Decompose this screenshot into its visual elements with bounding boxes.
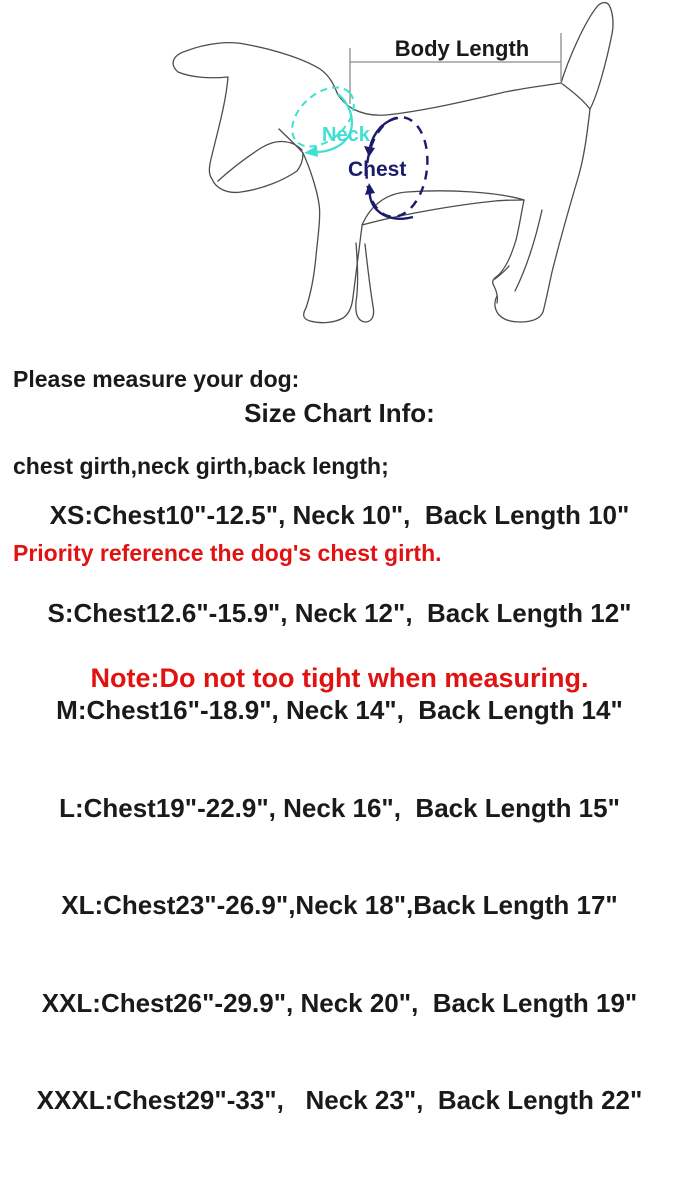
dog-hock-fold-path xyxy=(495,266,509,279)
chest-arrowhead-bottom-icon xyxy=(365,183,375,195)
dog-rear-leg-inner-path xyxy=(515,210,542,291)
dog-measurement-diagram xyxy=(0,0,679,330)
body-length-measure xyxy=(350,33,561,104)
neck-label: Neck xyxy=(322,124,370,146)
dog-ear-path xyxy=(178,72,228,78)
dog-muzzle-bottom-path xyxy=(212,153,303,192)
chest-arrowhead-top-icon xyxy=(364,146,375,157)
size-row-m: M:Chest16"-18.9", Neck 14", Back Length 14" xyxy=(56,695,623,725)
size-row-xs: XS:Chest10"-12.5", Neck 10", Back Length 10" xyxy=(49,500,630,530)
dog-rump-path xyxy=(561,83,590,109)
instruction-line-3: Priority reference the dog's chest girth. xyxy=(13,540,442,566)
size-row-xxxl: XXXL:Chest29"-33", Neck 23", Back Length 22" xyxy=(36,1085,643,1115)
instruction-line-1: Please measure your dog: xyxy=(13,366,300,392)
dog-tail-path xyxy=(561,3,613,109)
size-row-xxl: XXL:Chest26"-29.9", Neck 20", Back Length 19" xyxy=(41,987,638,1018)
neck-arrowhead-icon xyxy=(304,146,318,157)
dog-far-rear-leg-path xyxy=(493,200,524,303)
size-chart-title: Size Chart Info: xyxy=(244,398,435,428)
chest-solid-arc-top xyxy=(370,118,398,147)
size-row-xl: XL:Chest23"-26.9",Neck 18",Back Length 17" xyxy=(61,890,618,920)
size-chart xyxy=(0,434,679,1182)
dog-belly-bottom-path xyxy=(362,200,524,225)
size-row-s: S:Chest12.6"-15.9", Neck 12", Back Length 12" xyxy=(47,597,632,628)
neck-girth-annotation xyxy=(281,76,371,158)
measuring-note: Note:Do not too tight when measuring. xyxy=(90,663,589,693)
dog-face-path xyxy=(209,77,228,179)
size-row-l: L:Chest19"-22.9", Neck 16", Back Length 15" xyxy=(59,792,620,823)
body-length-label: Body Length xyxy=(394,36,530,61)
instruction-line-2: chest girth,neck girth,back length; xyxy=(13,453,389,479)
dog-rear-leg-path xyxy=(495,109,590,322)
chest-label: Chest xyxy=(348,158,407,181)
